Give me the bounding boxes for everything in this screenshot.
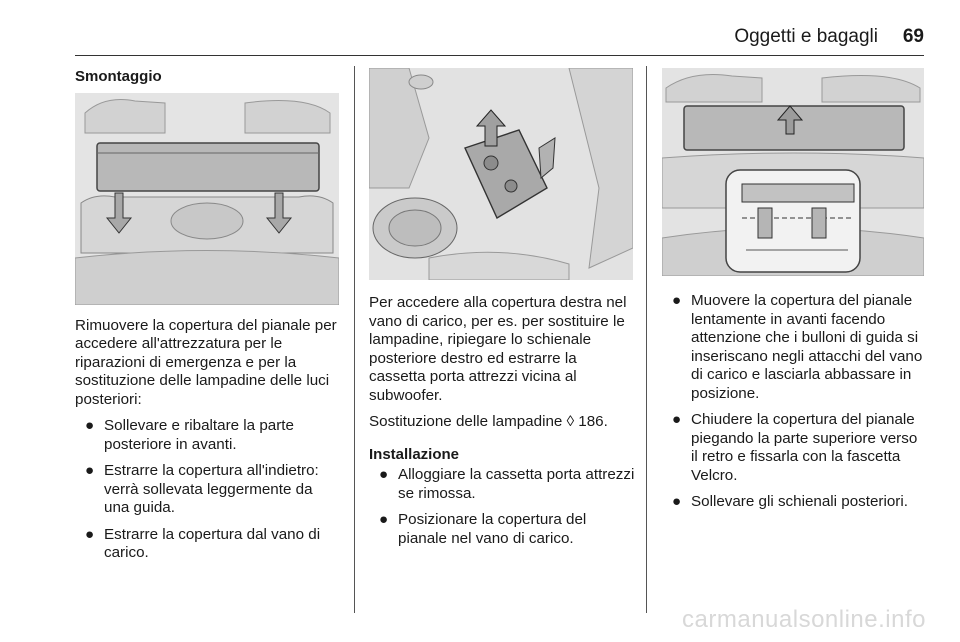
column-right (662, 68, 926, 520)
page-header (0, 22, 960, 56)
list-item: ● Chiudere la copertura del pianale piegando la parte superiore verso il retro e fissarla con la fascetta Velcro. (672, 411, 918, 484)
column-middle (369, 68, 635, 556)
list-item: ● Posizionare la copertura del pianale nel vano di carico. (379, 511, 587, 547)
list-item: ● Estrarre la copertura all'indietro: verrà sollevata leggermente da una guida. (85, 462, 319, 516)
bullet-list-removal (75, 417, 341, 563)
illustration-drawing (75, 93, 339, 305)
bullet-icon: ● (379, 466, 389, 483)
illustration-toolbox (369, 68, 633, 280)
bullet-icon: ● (672, 292, 682, 309)
bullet-icon: ● (85, 462, 95, 479)
illustration-floor-cover-install (662, 68, 924, 276)
bullet-icon: ● (672, 493, 682, 510)
illustration-drawing (662, 68, 924, 276)
lamp-reference: Sostituzione delle lampadine ◊ 186. (369, 413, 608, 430)
heading-smontaggio: Smontaggio (75, 68, 162, 85)
bullet-icon: ● (85, 417, 95, 434)
watermark-text: carmanualsonline.info (682, 606, 926, 633)
bullet-icon: ● (379, 511, 389, 528)
section-title: Oggetti e bagagli (734, 26, 878, 47)
illustration-drawing (369, 68, 633, 280)
bullet-list-installation (369, 466, 635, 548)
list-item: ● Alloggiare la cassetta porta attrezzi se rimossa. (379, 466, 635, 502)
column-left (75, 68, 341, 571)
list-item: ● Muovere la copertura del pianale lentamente in avanti facendo attenzione che i bulloni di guida si inseriscano negli attacchi del vano di carico e lasciarla abbassare in posizione. (672, 292, 923, 402)
list-item: ● Sollevare gli schienali posteriori. (672, 493, 908, 510)
bullet-list-completion (662, 292, 926, 512)
heading-installazione: Installazione (369, 445, 460, 463)
column-divider-left (354, 66, 355, 613)
column-divider-right (646, 66, 647, 613)
bullet-icon: ● (672, 411, 682, 428)
access-paragraph: Per accedere alla copertura destra nel vano di carico, per es. per sostituire le lampadine, ripiegare lo schienale posteriore destro ed estrarre la cassetta porta attrezzi vicina al subwoofer. (369, 294, 627, 404)
page-number: 69 (902, 26, 924, 47)
header-rule (75, 55, 924, 56)
list-item: ● Estrarre la copertura dal vano di carico. (85, 525, 321, 561)
bullet-icon: ● (85, 525, 95, 543)
illustration-floor-cover-removal (75, 93, 339, 305)
intro-paragraph: Rimuovere la copertura del pianale per accedere all'attrezzatura per le riparazioni di emergenza e per la sostituzione delle lampadine delle luci posteriori: (75, 316, 337, 408)
list-item: ● Sollevare e ribaltare la parte posteriore in avanti. (85, 417, 294, 453)
